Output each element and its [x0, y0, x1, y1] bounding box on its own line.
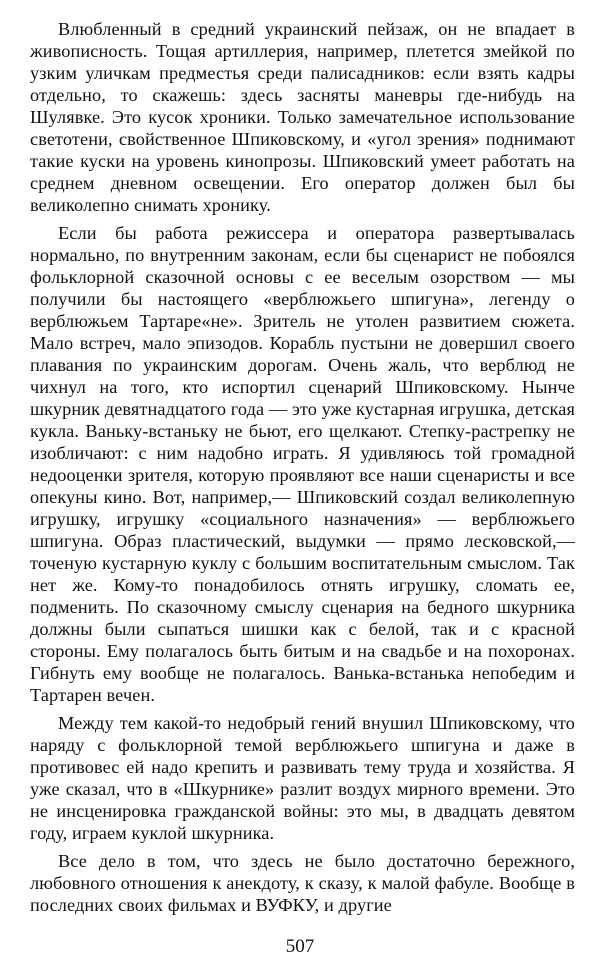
paragraph-4: Все дело в том, что здесь не было достаточно бережного, любовного отношения к анекдоту, к сказу, к малой фабуле. Вообще в последних своих фильмах и ВУФКУ, и другие: [30, 851, 575, 915]
paragraph-3: Между тем какой-то недобрый гений внушил Шпиковскому, что наряду с фольклорной темой верблюжьего шпигуна и даже в противовес ей надо крепить и развивать тему труда и хозяйства. Я уже сказал, что в «Шкурнике» разлит воздух мирного времени. Это не инсценировка гражданской войны: это мы, в двадцать девятом году, играем куклой шкурника.: [30, 713, 575, 843]
paragraph-1: Влюбленный в средний украинский пейзаж, он не впадает в живописность. Тощая артиллерия, например, плетется змейкой по узким уличкам предместья среди палисадников: если взять кадры отдельно, то скажешь: здесь засняты маневры где-нибудь на Шулявке. Это кусок хроники. Только замечательное использование светотени, свойственное Шпиковскому, и «угол зрения» поднимают такие куски на уровень кинопрозы. Шпиковский умеет работать на среднем дневном освещении. Его оператор должен был бы великолепно снимать хронику.: [30, 19, 575, 215]
page-number: 507: [285, 936, 315, 957]
paragraph-2: Если бы работа режиссера и оператора развертывалась нормально, по внутренним законам, если бы сценарист не побоялся фольклорной сказочной основы с ее веселым озорством — мы получили бы настоящего «верблюжьего шпигуна», легенду о верблюжьем Тартаре«не». Зритель не утолен развитием сюжета. Мало встреч, мало эпизодов. Корабль пустыни не довершил своего плавания по украинским дорогам. Очень жаль, что верблюд не чихнул на того, кто испортил сценарий Шпиковскому. Нынче шкурник девятнадцатого года — это уже кустарная игрушка, детская кукла. Ваньку-встаньку не бьют, его щелкают. Степку-растрепку не изобличают: с ним надобно играть. Я удивляюсь той громадной недооценки зрителя, которую проявляют все наши сценаристы и все опекуны кино. Вот, например,— Шпиковский создал великолепную игрушку, игрушку «социального назначения» — верблюжьего шпигуна. Образ пластический, выдумки — прямо лесковской,— точеную кустарную куклу с большим воспитательным смыслом. Так нет же. Кому-то понадобилось отнять игрушку, сломать ее, подменить. По сказочному смыслу сценария на бедного шкурника должны были сыпаться шишки как с белой, так и с красной стороны. Ему полагалось быть битым и на свадьбе и на похоронах. Гибнуть ему вообще не полагалось. Ванька-встанька непобедим и Тартарен вечен.: [30, 223, 575, 705]
text-column: [30, 18, 575, 922]
